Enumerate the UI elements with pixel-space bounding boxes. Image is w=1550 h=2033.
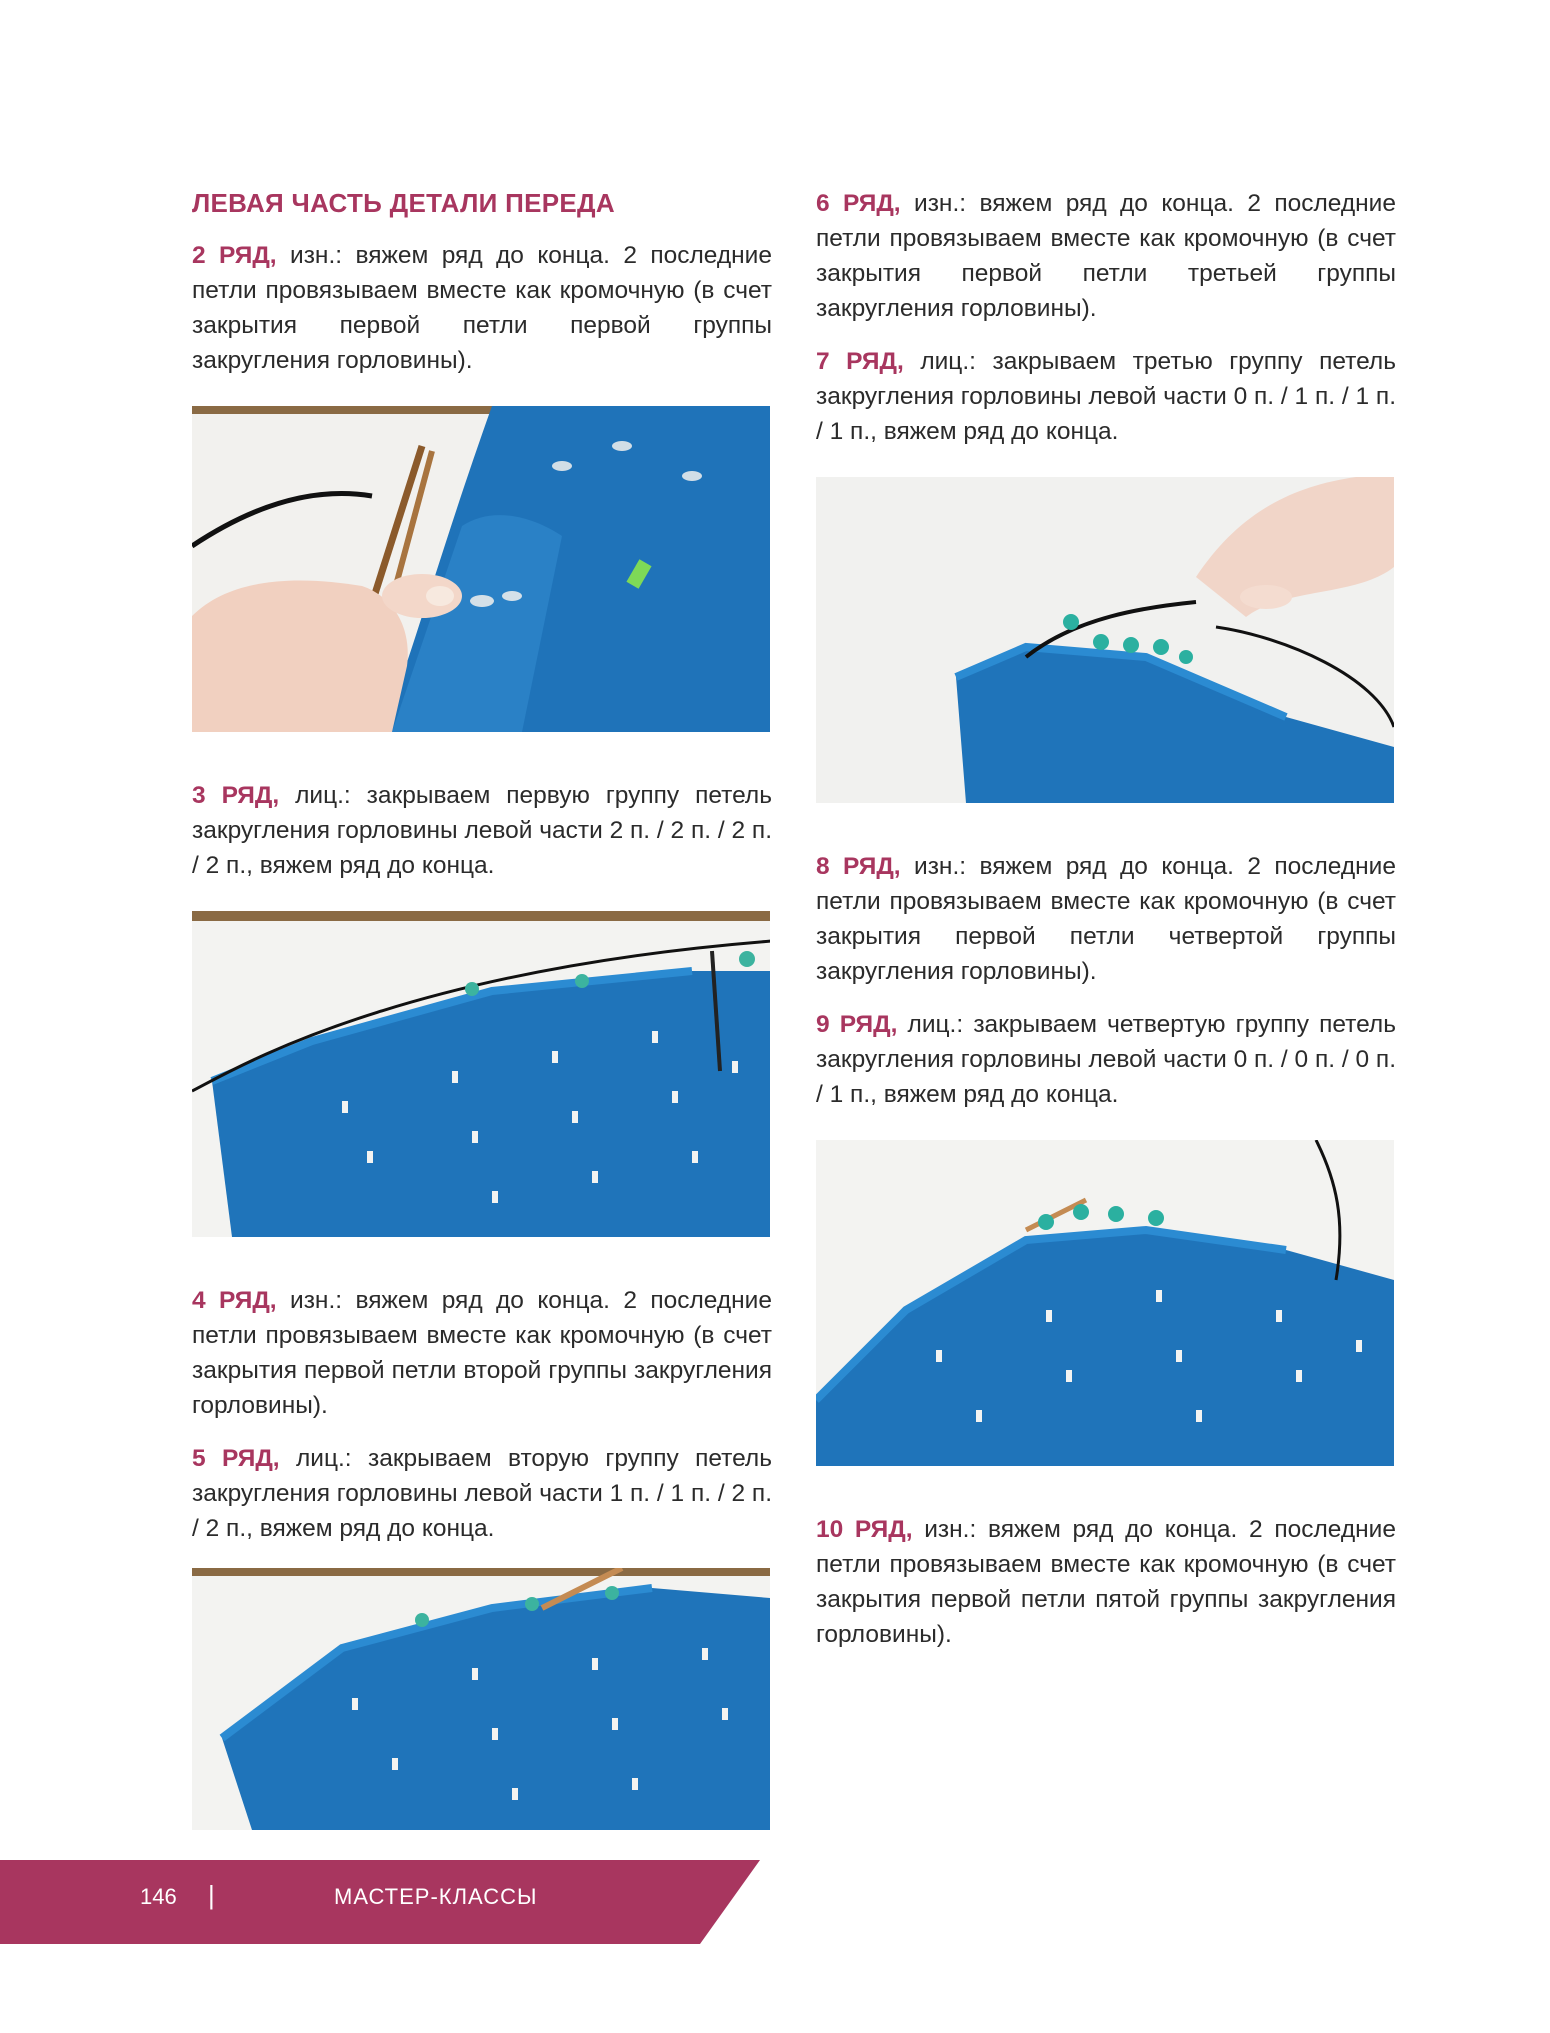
row-8-instruction xyxy=(816,849,1396,989)
section-heading: ЛЕВАЯ ЧАСТЬ ДЕТАЛИ ПЕРЕДА xyxy=(192,188,615,218)
row-3-instruction xyxy=(192,778,772,883)
left-column xyxy=(192,186,772,1876)
row-7-instruction xyxy=(816,344,1396,449)
photo-row-5-knitted-panel xyxy=(192,1568,770,1830)
row-5-instruction xyxy=(192,1441,772,1546)
row-text: лиц.: закрываем четвертую группу петель закругления горловины левой части 0 п. / 0 п. / 0 п. / 1 п., вяжем ряд до конца. xyxy=(816,1011,1396,1108)
photo-row-9-knitted-panel xyxy=(816,1140,1394,1466)
page-number: 146 xyxy=(140,1884,177,1909)
photo-row-7-hand-with-markers xyxy=(816,477,1394,803)
right-column xyxy=(816,186,1396,1670)
row-text: изн.: вяжем ряд до конца. 2 последние петли провязываем вместе как кромочную (в счет закрытия первой петли третьей группы закругления горловины). xyxy=(816,190,1396,322)
row-label: 3 РЯД, xyxy=(192,782,280,809)
row-10-instruction xyxy=(816,1512,1396,1652)
row-text: лиц.: закрываем первую группу петель закругления горловины левой части 2 п. / 2 п. / 2 п. / 2 п., вяжем ряд до конца. xyxy=(192,782,772,879)
row-9-instruction xyxy=(816,1007,1396,1112)
row-label: 6 РЯД, xyxy=(816,190,901,217)
row-6-instruction xyxy=(816,186,1396,326)
photo-row-3-knitted-panel xyxy=(192,911,770,1237)
row-2-instruction xyxy=(192,238,772,378)
row-label: 8 РЯД, xyxy=(816,853,901,880)
row-text: изн.: вяжем ряд до конца. 2 последние петли провязываем вместе как кромочную (в счет закрытия первой петли четвертой группы закругления горловины). xyxy=(816,853,1396,985)
photo-row-2-hands-knitting xyxy=(192,406,770,732)
row-label: 9 РЯД, xyxy=(816,1011,898,1038)
row-label: 10 РЯД, xyxy=(816,1516,913,1543)
row-text: изн.: вяжем ряд до конца. 2 последние петли провязываем вместе как кромочную (в счет закрытия первой петли первой группы закругления горловины). xyxy=(192,242,772,374)
row-text: изн.: вяжем ряд до конца. 2 последние петли провязываем вместе как кромочную (в счет закрытия первой петли второй группы закругления горловины). xyxy=(192,1287,772,1419)
footer-separator: | xyxy=(208,1880,215,1910)
page-footer xyxy=(0,1860,760,1944)
footer-section-name: МАСТЕР-КЛАССЫ xyxy=(334,1884,538,1909)
row-label: 7 РЯД, xyxy=(816,348,904,375)
row-text: изн.: вяжем ряд до конца. 2 последние петли провязываем вместе как кромочную (в счет закрытия первой петли пятой группы закругления горловины). xyxy=(816,1516,1396,1648)
row-text: лиц.: закрываем вторую группу петель закругления горловины левой части 1 п. / 1 п. / 2 п. / 2 п., вяжем ряд до конца. xyxy=(192,1445,772,1542)
row-label: 2 РЯД, xyxy=(192,242,277,269)
row-text: лиц.: закрываем третью группу петель закругления горловины левой части 0 п. / 1 п. / 1 п. / 1 п., вяжем ряд до конца. xyxy=(816,348,1396,445)
row-label: 4 РЯД, xyxy=(192,1287,277,1314)
row-4-instruction xyxy=(192,1283,772,1423)
row-label: 5 РЯД, xyxy=(192,1445,280,1472)
